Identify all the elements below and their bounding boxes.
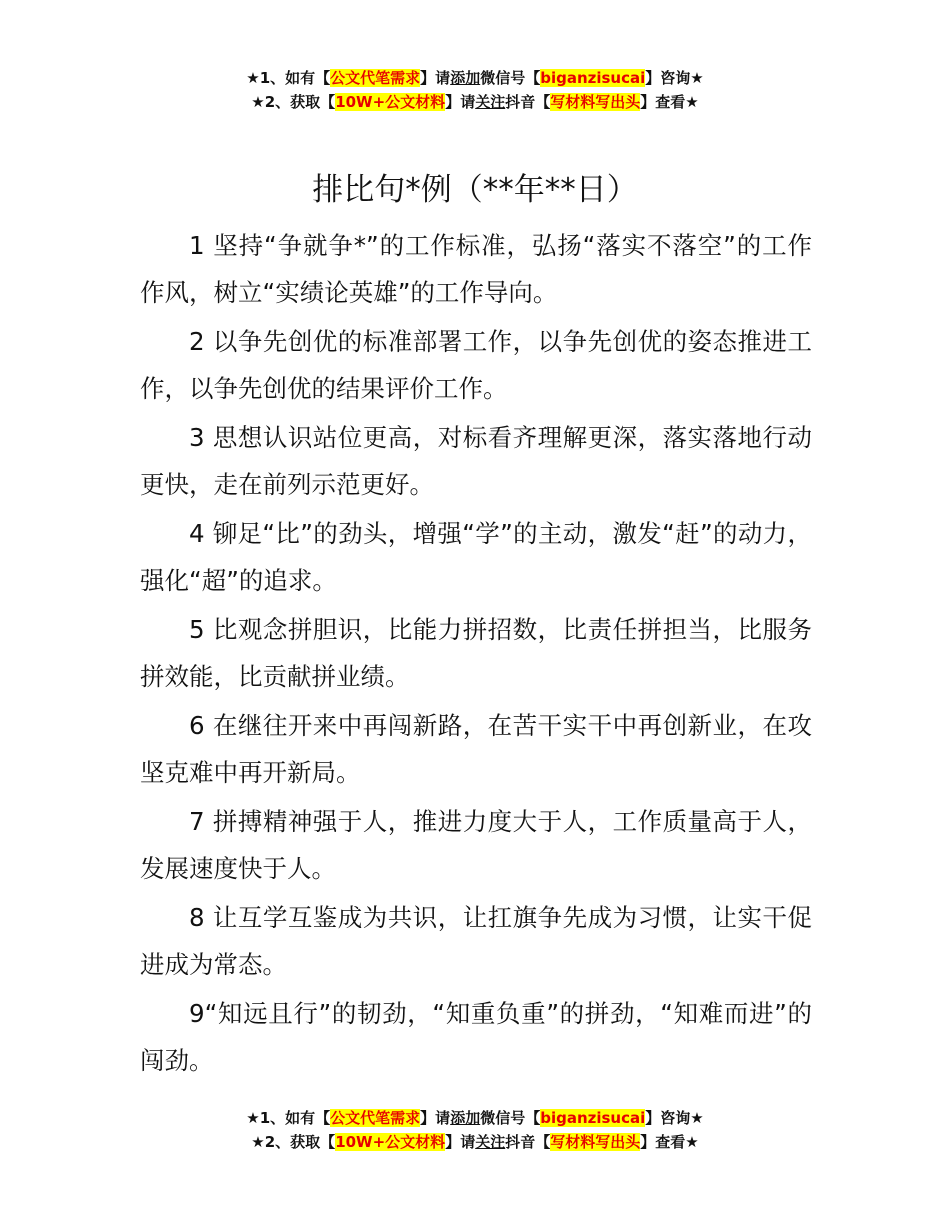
document-title: 排比句*例（**年**日） — [312, 172, 638, 208]
highlight-douyin: 写材料写出头 — [550, 93, 641, 111]
paragraph-8: 8 让互学互鉴成为共识，让扛旗争先成为习惯，让实干促进成为常态。 — [140, 903, 812, 979]
paragraph-5: 5 比观念拼胆识，比能力拼招数，比责任拼担当，比服务拼效能，比贡献拼业绩。 — [140, 615, 812, 691]
banner-line-1: ★1、如有【公文代笔需求】请添加微信号【biganzisucai】咨询★ — [246, 69, 704, 87]
paragraph-3: 3 思想认识站位更高，对标看齐理解更深，落实落地行动更快，走在前列示范更好。 — [140, 423, 812, 499]
paragraph-1: 1 坚持“争就争*”的工作标准，弘扬“落实不落空”的工作作风，树立“实绩论英雄”的工作导向。 — [140, 231, 812, 307]
document-body — [140, 222, 812, 1086]
header-banner — [0, 66, 950, 114]
paragraph-4: 4 铆足“比”的劲头，增强“学”的主动，激发“赶”的动力，强化“超”的追求。 — [140, 519, 812, 595]
paragraph-7: 7 拼搏精神强于人，推进力度大于人，工作质量高于人，发展速度快于人。 — [140, 807, 812, 883]
highlight-wechat-id: biganzisucai — [540, 69, 646, 87]
paragraph-6: 6 在继往开来中再闯新路，在苦干实干中再创新业，在攻坚克难中再开新局。 — [140, 711, 812, 787]
paragraph-2: 2 以争先创优的标准部署工作，以争先创优的姿态推进工作，以争先创优的结果评价工作。 — [140, 327, 812, 403]
highlight-service: 公文代笔需求 — [330, 69, 421, 87]
footer-banner — [0, 1106, 950, 1154]
footer-highlight-service: 公文代笔需求 — [330, 1109, 421, 1127]
banner-line-2: ★2、获取【10W+公文材料】请关注抖音【写材料写出头】查看★ — [251, 93, 699, 111]
footer-highlight-douyin: 写材料写出头 — [550, 1133, 641, 1151]
paragraph-9: 9“知远且行”的韧劲，“知重负重”的拼劲，“知难而进”的闯劲。 — [140, 999, 812, 1075]
footer-highlight-materials: 10W+公文材料 — [335, 1133, 446, 1151]
footer-highlight-wechat-id: biganzisucai — [540, 1109, 646, 1127]
footer-line-2: ★2、获取【10W+公文材料】请关注抖音【写材料写出头】查看★ — [251, 1133, 699, 1151]
highlight-materials: 10W+公文材料 — [335, 93, 446, 111]
footer-line-1: ★1、如有【公文代笔需求】请添加微信号【biganzisucai】咨询★ — [246, 1109, 704, 1127]
